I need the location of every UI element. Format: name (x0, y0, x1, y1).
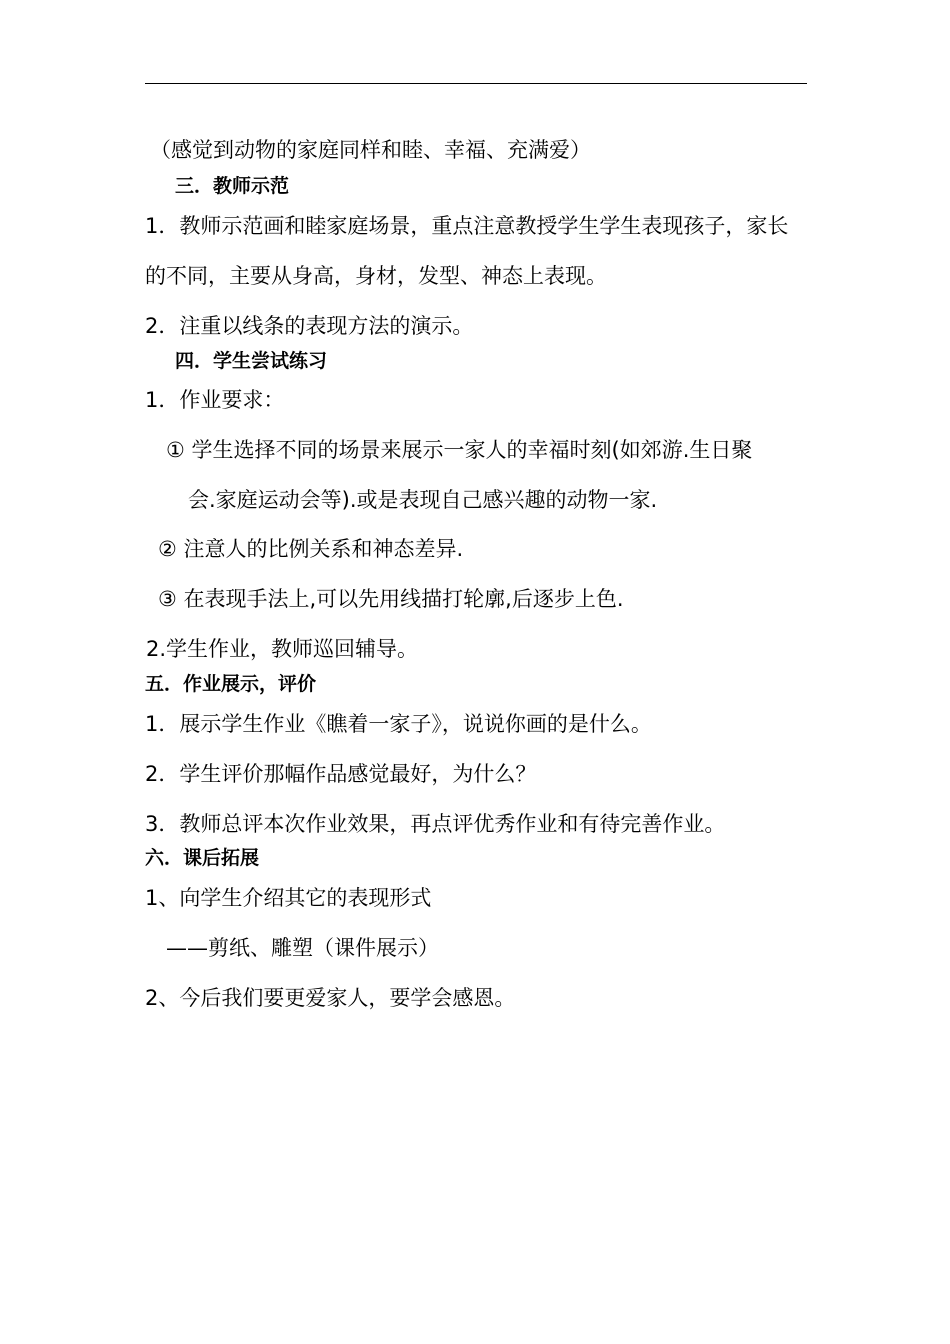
header-rule (145, 83, 807, 84)
paragraph-line: 3．教师总评本次作业效果，再点评优秀作业和有待完善作业。 (145, 812, 726, 836)
paragraph-line: 1．展示学生作业《瞧着一家子》，说说你画的是什么。 (145, 712, 652, 736)
paragraph-line: 1、向学生介绍其它的表现形式 (145, 886, 432, 910)
paragraph-line: 2．学生评价那幅作品感觉最好，为什么？ (145, 762, 537, 786)
section-heading-6: 六．课后拓展 (145, 847, 260, 869)
paragraph-line: 2．注重以线条的表现方法的演示。 (145, 314, 474, 338)
list-item: ③ 在表现手法上,可以先用线描打轮廓,后逐步上色. (158, 587, 624, 611)
section-heading-4: 四．学生尝试练习 (175, 350, 328, 372)
paragraph-line: 2、今后我们要更爱家人，要学会感恩。 (145, 986, 516, 1010)
list-item-continued: 会.家庭运动会等).或是表现自己感兴趣的动物一家. (188, 488, 658, 512)
section-heading-3: 三．教师示范 (175, 175, 290, 197)
section-heading-5: 五．作业展示，评价 (145, 673, 317, 695)
paragraph-line: 1．作业要求： (145, 388, 285, 412)
paragraph-line: 的不同，主要从身高，身材，发型、神态上表现。 (145, 264, 607, 288)
paragraph-line: 1．教师示范画和睦家庭场景，重点注意教授学生学生表现孩子，家长 (145, 214, 789, 238)
paragraph-line: 2.学生作业，教师巡回辅导。 (146, 637, 419, 661)
list-item: ① 学生选择不同的场景来展示一家人的幸福时刻(如郊游.生日聚 (166, 438, 753, 462)
note-line: （感觉到动物的家庭同样和睦、幸福、充满爱） (150, 138, 591, 162)
paragraph-line: ——剪纸、雕塑（课件展示） (166, 936, 439, 960)
list-item: ② 注意人的比例关系和神态差异. (158, 537, 464, 561)
